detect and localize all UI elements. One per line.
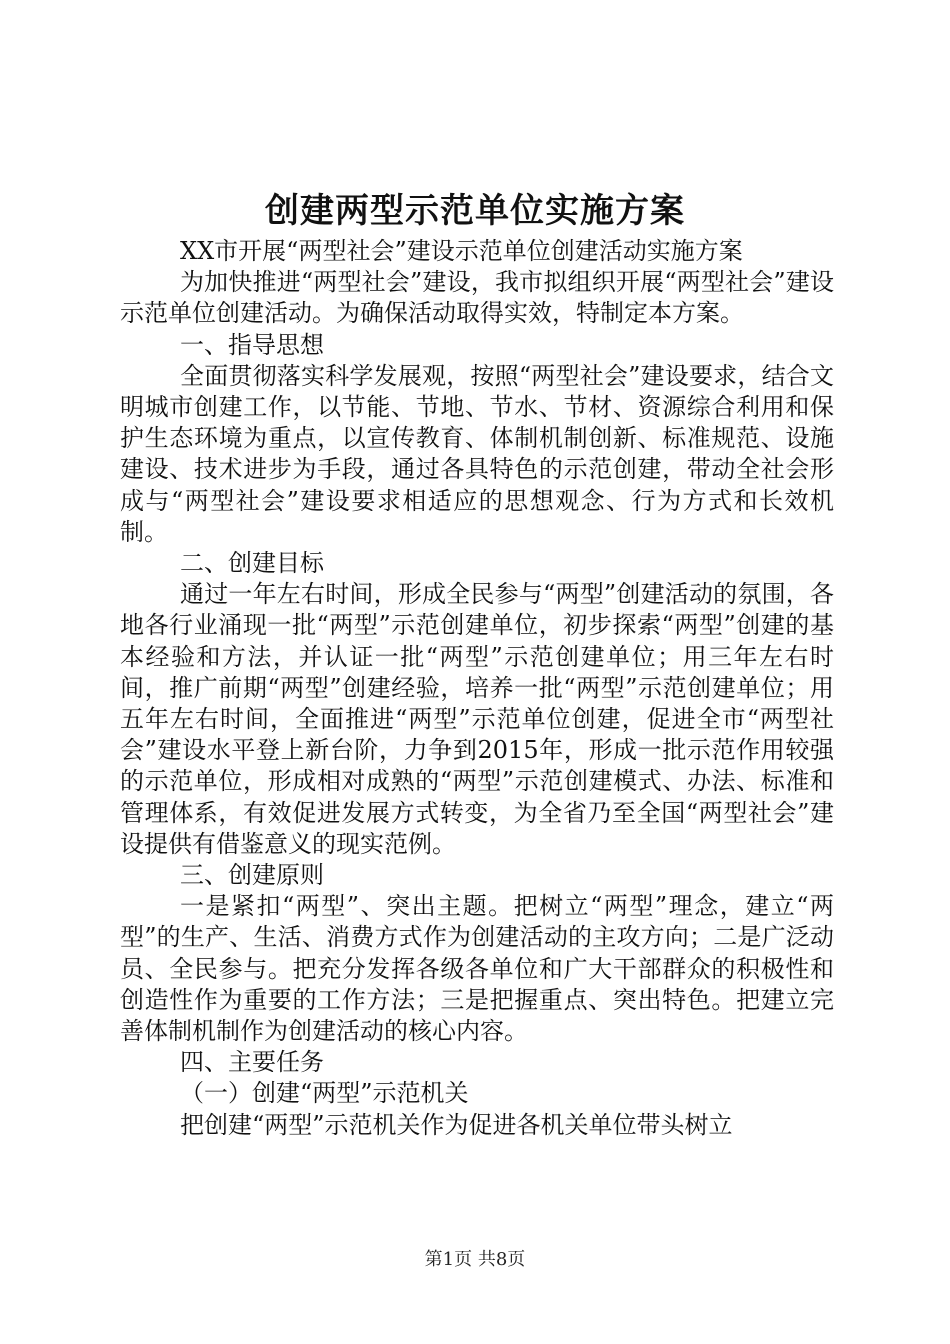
heading-guiding-ideology: 一、指导思想 [180,330,324,359]
paragraph-model-agencies: 把创建“两型”示范机关作为促进各机关单位带头树立 [180,1110,733,1139]
document-subtitle: XX市开展“两型社会”建设示范单位创建活动实施方案 [180,237,743,265]
heading-principles: 三、创建原则 [180,861,324,890]
paragraph-intro: 为加快推进“两型社会”建设，我市拟组织开展“两型社会”建设示范单位创建活动。为确保活动取得实效，特制定本方案。 [120,268,834,328]
document-body [120,236,834,1141]
paragraph-guiding-ideology: 全面贯彻落实科学发展观，按照“两型社会”建设要求，结合文明城市创建工作，以节能、节地、节水、节材、资源综合利用和保护生态环境为重点，以宣传教育、体制机制创新、标准规范、设施建设、技术进步为手段，通过各具特色的示范创建，带动全社会形成与“两型社会”建设要求相适应的思想观念、行为方式和长效机制。 [120,361,834,546]
subheading-model-agencies: （一）创建“两型”示范机关 [180,1079,469,1108]
paragraph-principles: 一是紧扣“两型”、突出主题。把树立“两型”理念，建立“两型”的生产、生活、消费方式作为创建活动的主攻方向；二是广泛动员、全民参与。把充分发挥各级各单位和广大干部群众的积极性和创造性作为重要的工作方法；三是把握重点、突出特色。把建立完善体制机制作为创建活动的核心内容。 [120,892,834,1046]
document-title: 创建两型示范单位实施方案 [265,191,685,231]
paragraph-goals: 通过一年左右时间，形成全民参与“两型”创建活动的氛围，各地各行业涌现一批“两型”示范创建单位，初步探索“两型”创建的基本经验和方法，并认证一批“两型”示范创建单位；用三年左右时间，推广前期“两型”创建经验，培养一批“两型”示范创建单位；用五年左右时间，全面推进“两型”示范单位创建，促进全市“两型社会”建设水平登上新台阶，力争到2015年，形成一批示范作用较强的示范单位，形成相对成熟的“两型”示范创建模式、办法、标准和管理体系，有效促进发展方式转变，为全省乃至全国“两型社会”建设提供有借鉴意义的现实范例。 [120,580,834,858]
heading-main-tasks: 四、主要任务 [180,1048,324,1077]
heading-goals: 二、创建目标 [180,549,324,578]
page-number-footer: 第1页 共8页 [424,1249,526,1270]
